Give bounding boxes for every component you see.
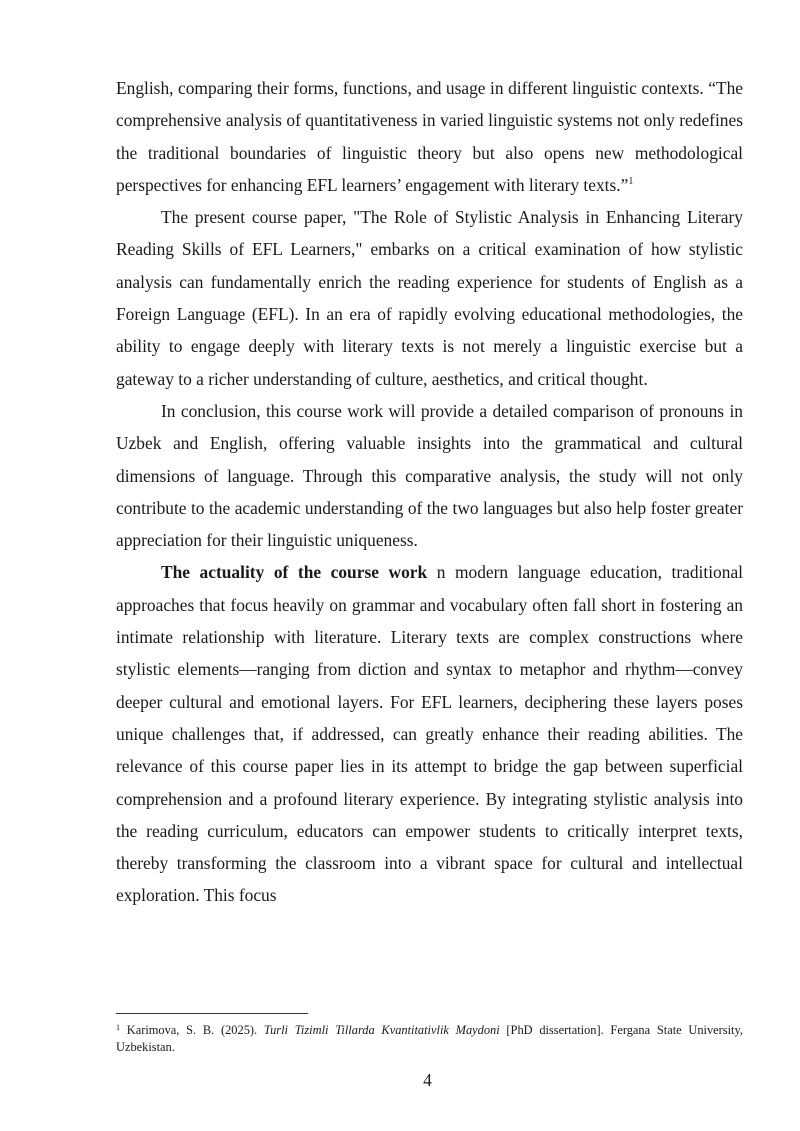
section-heading: The actuality of the course work (161, 562, 428, 583)
page-number: 4 (423, 1070, 432, 1090)
footnote-number: 1 (116, 1023, 120, 1032)
footnote-reference[interactable]: 1 (628, 175, 634, 187)
paragraph-1-text: English, comparing their forms, functions, and usage in different linguistic contexts. “The comprehensive analysis of quantitativeness in varied linguistic systems not only redefines the traditional boundaries of linguistic theory but also opens new methodological perspectives for enhancing EFL learners’ engagement with literary texts.” (116, 78, 743, 195)
footnote-text-before: Karimova, S. B. (2025). (120, 1023, 264, 1037)
paragraph-4-text: n modern language education, traditional approaches that focus heavily on grammar and vocabulary often fall short in fostering an intimate relationship with literature. Literary texts are complex constructions where stylistic elements—ranging from diction and syntax to metaphor and rhythm—convey deeper cultural and emotional layers. For EFL learners, deciphering these layers poses unique challenges that, if addressed, can greatly enhance their reading abilities. The relevance of this course paper lies in its attempt to bridge the gap between superficial comprehension and a profound literary experience. By integrating stylistic analysis into the reading curriculum, educators can empower students to critically interpret texts, thereby transforming the classroom into a vibrant space for cultural and intellectual exploration. This focus (116, 562, 743, 906)
paragraph-3: In conclusion, this course work will provide a detailed comparison of pronouns in Uzbek and English, offering valuable insights into the grammatical and cultural dimensions of language. Through this comparative analysis, the study will not only contribute to the academic understanding of the two languages but also help foster greater appreciation for their linguistic uniqueness. (116, 400, 743, 551)
paragraph-2: The present course paper, "The Role of Stylistic Analysis in Enhancing Literary Reading Skills of EFL Learners," embarks on a critical examination of how stylistic analysis can fundamentally enrich the reading experience for students of English as a Foreign Language (EFL). In an era of rapidly evolving educational methodologies, the ability to engage deeply with literary texts is not merely a linguistic exercise but a gateway to a richer understanding of culture, aesthetics, and critical thought. (116, 207, 743, 389)
footnote-text-after: [PhD dissertation]. Fergana State University, Uzbekistan. (116, 1023, 743, 1054)
body-text (116, 72, 743, 912)
paragraph-1 (116, 72, 743, 201)
footnote (116, 1022, 743, 1056)
paragraph-4 (116, 556, 743, 911)
footnote-title: Turli Tizimli Tillarda Kvantitativlik Maydoni (263, 1023, 500, 1037)
footnote-separator (116, 1013, 308, 1014)
